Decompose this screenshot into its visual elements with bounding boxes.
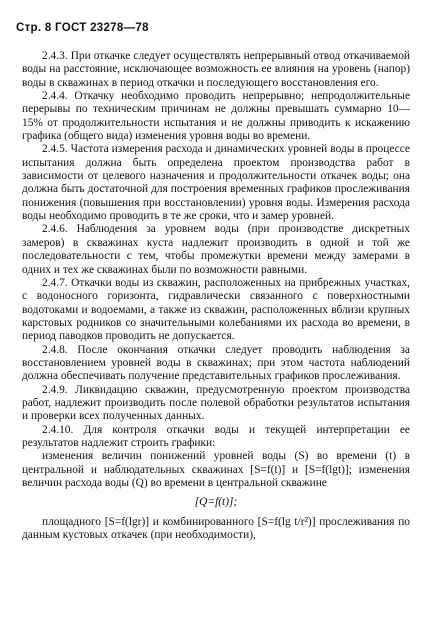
document-body (22, 50, 410, 542)
page-header: Стр. 8 ГОСТ 23278—78 (16, 22, 149, 34)
paragraph-2-4-6: 2.4.6. Наблюдения за уровнем воды (при производстве дискретных замеров) в скважинах куста надлежит производить в одной и той же последовательности с тем, чтобы промежутки времени между замерами в одних и тех же скважинах были по возможности равными. (22, 223, 410, 276)
paragraph-2-4-5: 2.4.5. Частота измерения расхода и динамических уровней воды в процессе испытания должна быть определена проектом производства работ в зависимости от целевого назначения и продолжительности откачек воды; она должна быть достаточной для построения временных графиков прослеживания понижения (повышения при восстановлении) уровня воды. Измерения расхода воды необходимо проводить в те же сроки, что и замер уровней. (22, 143, 410, 223)
paragraph-2-4-7: 2.4.7. Откачки воды из скважин, расположенных на прибрежных участках, с водоносного горизонта, гидравлически связанного с поверхностными водотоками и водоемами, а также из скважин, расположенных вблизи крупных карстовых родников со значительными колебаниями их расхода во времени, в период паводков проводить не допускается. (22, 276, 410, 343)
paragraph-2-4-8: 2.4.8. После окончания откачки следует проводить наблюдения за восстановлением уровней воды в скважинах; при этом частота наблюдений должна обеспечивать получение представительных графиков прослеживания. (22, 343, 410, 383)
paragraph-2-4-9: 2.4.9. Ликвидацию скважин, предусмотренную проектом производства работ, надлежит производить после полевой обработки результатов испытания и проверки всех полученных данных. (22, 383, 410, 423)
paragraph-graphs-list: изменения величин понижений уровней воды (S) во времени (t) в центральной и наблюдательных скважинах [S=f(t)] и [S=f(lgt)]; изменения величин расхода воды (Q) во времени в центральной скважине (22, 450, 410, 489)
paragraph-2-4-10: 2.4.10. Для контроля откачки воды и текущей интерпретации ее результатов надлежит строить графики: (22, 423, 410, 449)
paragraph-2-4-3: 2.4.3. При откачке следует осуществлять непрерывный отвод откачиваемой воды на расстояние, исключающее возможность ее влияния на уровень (напор) воды в скважинах в период откачки и последующего восстановления его. (22, 50, 410, 89)
paragraph-combined-tracking: площадного [S=f(lgr)] и комбинированного [S=f(lg t/r²)] прослеживания по данным кустовых откачек (при необходимости), (22, 515, 410, 542)
formula-q-of-t: [Q=f(t)]; (194, 496, 238, 509)
paragraph-2-4-4: 2.4.4. Откачку необходимо проводить непрерывно; непродолжительные перерывы по техническим причинам не должны превышать суммарно 10—15% от продолжительности испытания и не должны приводить к искажению графика (общего вида) изменения уровня воды во времени. (22, 90, 410, 143)
